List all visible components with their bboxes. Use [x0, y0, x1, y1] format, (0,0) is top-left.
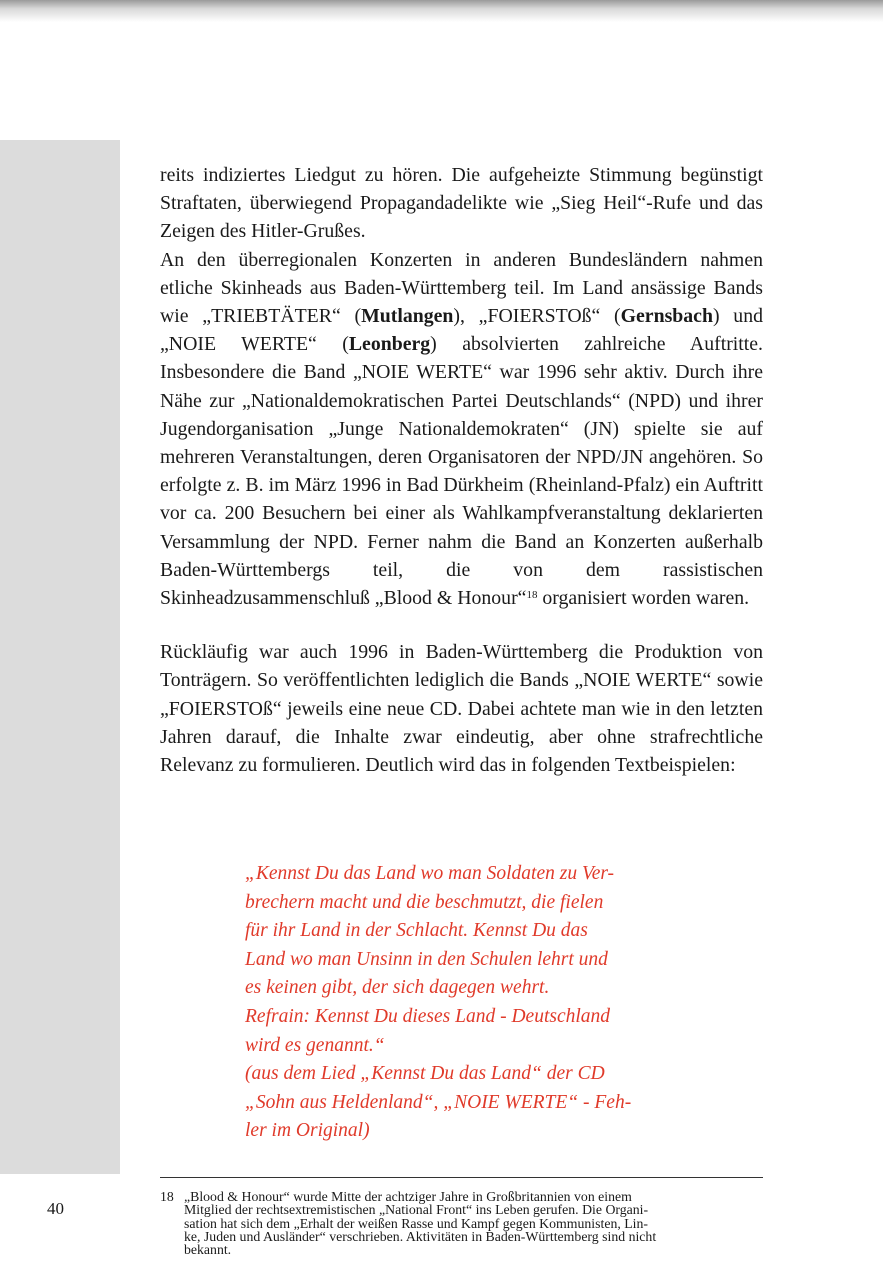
quote-line: Refrain: Kennst Du dieses Land - Deutschland: [245, 1005, 611, 1027]
footnote-line: Mitglied der rechtsextremistischen „National Front“ ins Leben gerufen. Die Organi-: [184, 1202, 649, 1218]
footnote-line: bekannt.: [184, 1242, 232, 1258]
body-text: [160, 161, 763, 779]
quote-line: brechern macht und die beschmutzt, die fielen: [245, 891, 604, 913]
lyrics-quote: [245, 860, 675, 1146]
p2-text-5: organisiert worden waren.: [537, 587, 750, 610]
p2-text-1: An den überregionalen Konzerten in anderen Bundesländern nahmen etliche Skinheads aus Baden-Württemberg teil. Im Land ansässige Bands wie „TRIEBTÄTER“ (: [160, 248, 763, 328]
footnote-ref: 18: [526, 589, 538, 602]
footnote-divider: [160, 1177, 763, 1178]
page-number: 40: [47, 1199, 64, 1218]
city-leonberg: Leonberg: [348, 333, 431, 356]
footnote-text: [184, 1190, 763, 1256]
footnote-line: „Blood & Honour“ wurde Mitte der achtziger Jahre in Großbritannien von einem: [184, 1190, 632, 1204]
paragraph-2: [160, 246, 763, 613]
quote-line: wird es genannt.“: [245, 1034, 385, 1056]
quote-line: es keinen gibt, der sich dagegen wehrt.: [245, 977, 550, 999]
quote-line: ler im Original): [245, 1120, 370, 1142]
city-mutlangen: Mutlangen: [361, 305, 454, 328]
p2-text-3: ) und „NOIE WERTE“ (: [160, 305, 763, 356]
quote-line: für ihr Land in der Schlacht. Kennst Du das: [245, 920, 588, 942]
quote-line: „Kennst Du das Land wo man Soldaten zu Ver-: [245, 863, 615, 884]
quote-line: „Sohn aus Heldenland“, „NOIE WERTE“ - Feh-: [245, 1091, 632, 1113]
paragraph-3: Rückläufig war auch 1996 in Baden-Württemberg die Produktion von Tonträgern. So veröffentlichten lediglich die Bands „NOIE WERTE“ sowie „FOIERSTOß“ jeweils eine neue CD. Dabei achtete man wie in den letzten Jahren darauf, die Inhalte zwar eindeutig, aber ohne strafrechtliche Relevanz zu formulieren. Deutlich wird das in folgenden Textbeispielen:: [160, 641, 763, 777]
scan-top-shadow: [0, 0, 883, 22]
footnote: [160, 1190, 763, 1264]
quote-line: Land wo man Unsinn in den Schulen lehrt und: [245, 948, 608, 970]
paragraph-1: reits indiziertes Liedgut zu hören. Die aufgeheizte Stimmung begünstigt Straftaten, überwiegend Propagandadelikte wie „Sieg Heil“-Rufe und das Zeigen des Hitler-Grußes.: [160, 164, 763, 243]
footnote-number: 18: [160, 1190, 174, 1204]
city-gernsbach: Gernsbach: [620, 305, 713, 328]
p2-text-2: ), „FOIERSTOß“ (: [453, 305, 621, 328]
p2-text-4: ) absolvierten zahlreiche Auftritte. Insbesondere die Band „NOIE WERTE“ war 1996 sehr aktiv. Durch ihre Nähe zur „Nationaldemokratischen Partei Deutschlands“ (NPD) und ihrer Jugendorganisation „Junge Nationaldemokraten“ (JN) spielte sie auf mehreren Veranstaltungen, deren Organisatoren der NPD/JN angehören. So erfolgte z. B. im März 1996 in Bad Dürkheim (Rheinland-Pfalz) ein Auftritt vor ca. 200 Besuchern bei einer als Wahlkampfveranstaltung deklarierten Versammlung der NPD. Ferner nahm die Band an Konzerten außerhalb Baden-Württembergs teil, die von dem rassistischen Skinheadzusammenschluß „Blood & Honour“: [160, 333, 763, 610]
footnote-line: ke, Juden und Ausländer“ verschrieben. Aktivitäten in Baden-Württemberg sind nicht: [184, 1228, 657, 1244]
quote-line: (aus dem Lied „Kennst Du das Land“ der CD: [245, 1063, 605, 1085]
footnote-line: sation hat sich dem „Erhalt der weißen Rasse und Kampf gegen Kommunisten, Lin-: [184, 1215, 648, 1231]
margin-gray-bar: [0, 140, 120, 1174]
